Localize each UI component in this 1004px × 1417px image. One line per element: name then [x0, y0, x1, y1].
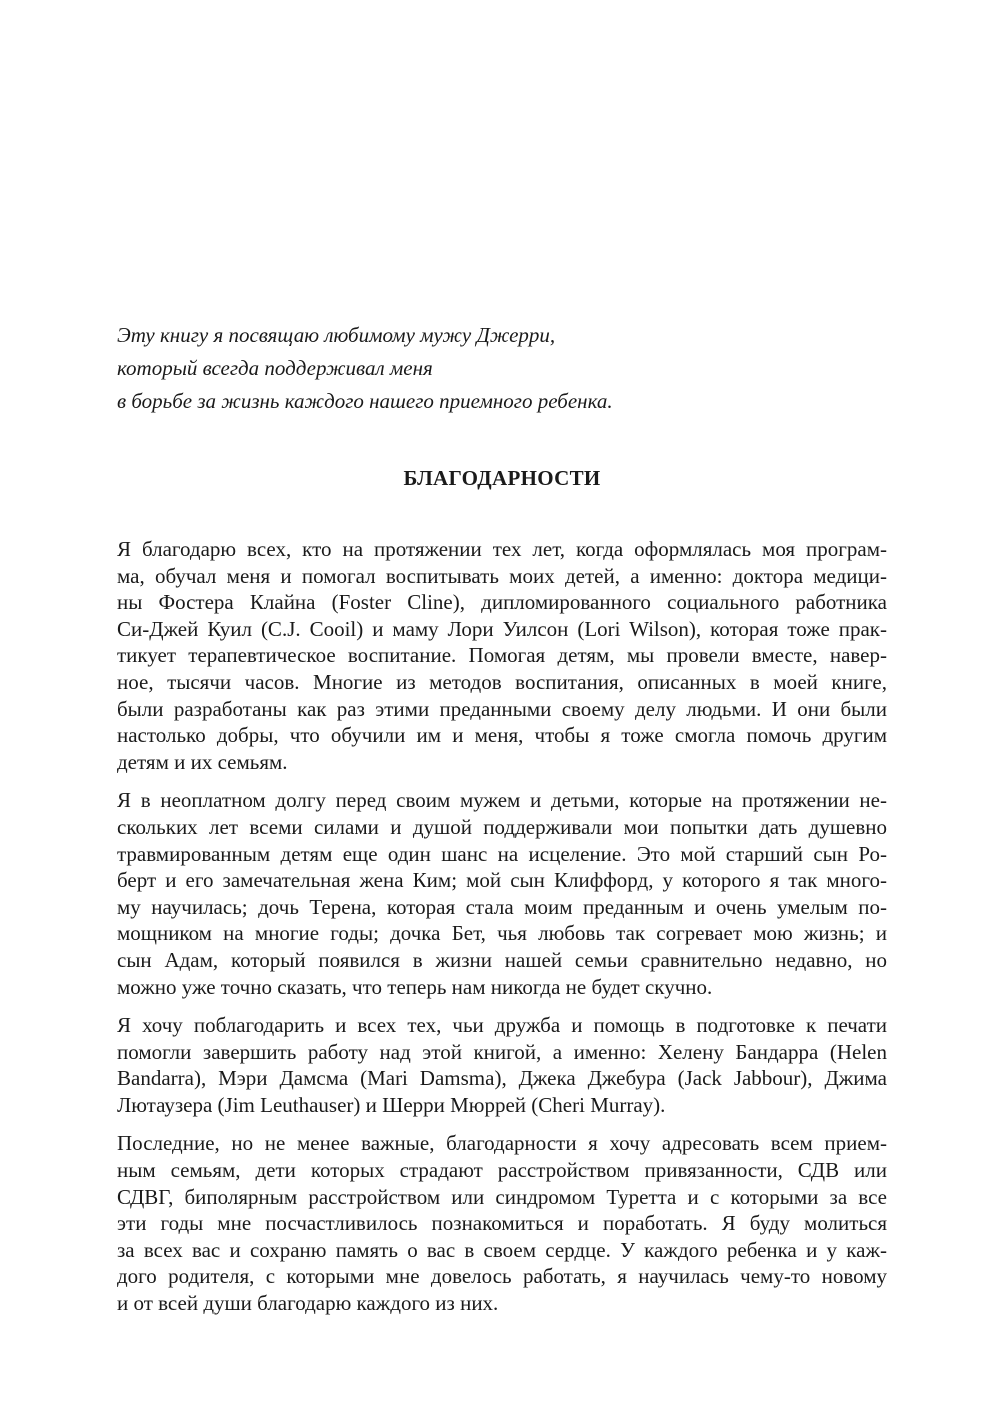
paragraph: [117, 1012, 887, 1118]
text-line: ма, обучал меня и помогал воспитывать моих детей, а именно: доктора медици-: [117, 563, 887, 588]
text-line: мощником на многие годы; дочка Бет, чья любовь так согревает мою жизнь; и: [117, 921, 887, 946]
text-line: помогли завершить работу над этой книгой, а именно: Хелену Бандарра (Helen: [117, 1039, 887, 1064]
dedication-line: который всегда поддерживал меня: [117, 356, 433, 380]
text-line: Си-Джей Куил (C.J. Cooil) и маму Лори Уилсон (Lori Wilson), которая тоже прак-: [117, 616, 887, 641]
text-line: тикует терапевтическое воспитание. Помогая детям, мы провели вместе, навер-: [117, 643, 887, 668]
text-line: Я в неоплатном долгу перед своим мужем и детьми, которые на протяжении не-: [117, 788, 887, 813]
section-heading: БЛАГОДАРНОСТИ: [403, 466, 601, 490]
paragraph: [117, 536, 887, 775]
text-line: сын Адам, который появился в жизни нашей семьи сравнительно недавно, но: [117, 947, 887, 972]
text-line: Лютаузера (Jim Leuthauser) и Шерри Мюррей (Cheri Murray).: [117, 1092, 666, 1117]
text-line: берт и его замечательная жена Ким; мой сын Клиффорд, у которого я так много-: [117, 868, 887, 893]
text-line: и от всей души благодарю каждого из них.: [117, 1291, 499, 1316]
text-line: скольких лет всеми силами и душой поддерживали мои попытки дать душевно: [117, 814, 887, 839]
text-line: настолько добры, что обучили им и меня, чтобы я тоже смогла помочь другим: [117, 723, 887, 748]
text-line: детям и их семьям.: [117, 749, 288, 774]
text-line: Я благодарю всех, кто на протяжении тех лет, когда оформлялась моя програм-: [117, 537, 887, 561]
text-line: Bandarra), Мэри Дамсма (Mari Damsma), Джека Джебура (Jack Jabbour), Джима: [117, 1066, 887, 1091]
text-line: ным семьям, дети которых страдают расстройством привязанности, СДВ или: [117, 1158, 887, 1183]
paragraph: [117, 1130, 887, 1316]
paragraph: [117, 787, 887, 1000]
text-line: за всех вас и сохраню память о вас в своем сердце. У каждого ребенка и у каж-: [117, 1237, 887, 1262]
text-line: ное, тысячи часов. Многие из методов воспитания, описанных в моей книге,: [117, 669, 887, 694]
acknowledgements-body: [117, 536, 887, 1329]
dedication-line: Эту книгу я посвящаю любимому мужу Джерри,: [117, 323, 556, 347]
text-line: СДВГ, биполярным расстройством или синдромом Туретта и с которыми за все: [117, 1184, 887, 1209]
text-line: эти годы мне посчастливилось познакомиться и поработать. Я буду молиться: [117, 1211, 887, 1236]
text-line: можно уже точно сказать, что теперь нам никогда не будет скучно.: [117, 974, 713, 999]
text-line: травмированным детям еще один шанс на исцеление. Это мой старший сын Ро-: [117, 841, 887, 866]
dedication-line: в борьбе за жизнь каждого нашего приемного ребенка.: [117, 389, 613, 413]
text-line: Последние, но не менее важные, благодарности я хочу адресовать всем прием-: [117, 1131, 887, 1156]
text-line: Я хочу поблагодарить и всех тех, чьи дружба и помощь в подготовке к печати: [117, 1013, 887, 1038]
text-line: му научилась; дочь Терена, которая стала моим преданным и очень умелым по-: [117, 894, 887, 919]
text-line: ны Фостера Клайна (Foster Cline), дипломированного социального работника: [117, 590, 887, 615]
text-line: дого родителя, с которыми мне довелось работать, я научилась чему-то новому: [117, 1264, 887, 1289]
text-line: были разработаны как раз этими преданными своему делу людьми. И они были: [117, 696, 887, 721]
dedication: [117, 319, 897, 418]
